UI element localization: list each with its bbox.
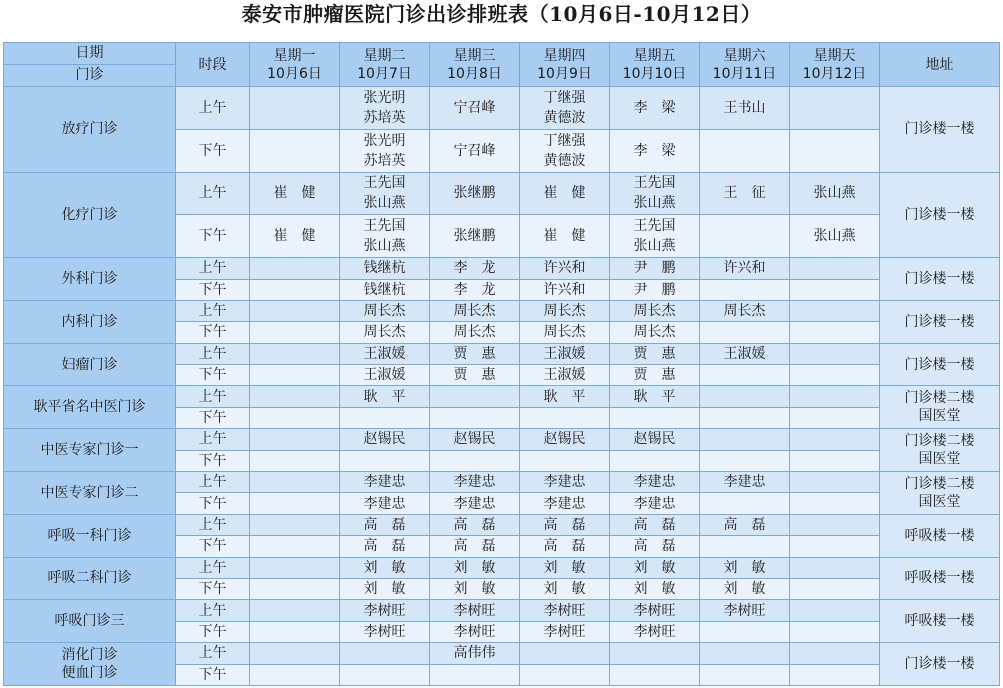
- doctor-cell: 王淑媛: [700, 343, 790, 364]
- table-row: [4, 600, 1000, 621]
- doctor-cell: [430, 407, 520, 428]
- doctor-cell: [250, 258, 340, 279]
- schedule-body: [4, 87, 1000, 686]
- header-day: [520, 43, 610, 87]
- time-slot: 上午: [176, 300, 250, 321]
- doctor-cell: 李建忠: [610, 493, 700, 514]
- doctor-cell: [790, 643, 880, 664]
- doctor-cell: 崔 健: [250, 215, 340, 258]
- doctor-cell: [610, 450, 700, 471]
- header-day: [790, 43, 880, 87]
- clinic-name: 外科门诊: [4, 258, 176, 301]
- doctor-cell: 李 龙: [430, 279, 520, 300]
- clinic-name: 呼吸门诊三: [4, 600, 176, 643]
- doctor-cell: 贾 惠: [430, 365, 520, 386]
- doctor-cell: [250, 450, 340, 471]
- doctor-cell: [250, 322, 340, 343]
- doctor-cell: 李建忠: [430, 493, 520, 514]
- doctor-cell: [790, 429, 880, 450]
- doctor-cell: [340, 643, 430, 664]
- table-row: [4, 343, 1000, 364]
- schedule-table: [3, 42, 1000, 686]
- doctor-cell: [430, 386, 520, 407]
- table-row: [4, 429, 1000, 450]
- time-slot: 上午: [176, 643, 250, 664]
- doctor-cell: [340, 450, 430, 471]
- doctor-cell: 高 磊: [700, 514, 790, 535]
- clinic-name: 呼吸二科门诊: [4, 557, 176, 600]
- doctor-cell: [250, 129, 340, 172]
- doctor-cell: [250, 343, 340, 364]
- table-row: [4, 172, 1000, 215]
- doctor-cell: 李树旺: [610, 621, 700, 642]
- clinic-name: 耿平省名中医门诊: [4, 386, 176, 429]
- doctor-cell: [790, 514, 880, 535]
- clinic-address: 门诊楼一楼: [880, 172, 1000, 258]
- doctor-cell: 李 龙: [430, 258, 520, 279]
- clinic-name: 呼吸一科门诊: [4, 514, 176, 557]
- doctor-cell: 赵锡民: [610, 429, 700, 450]
- doctor-cell: [700, 429, 790, 450]
- doctor-cell: [790, 407, 880, 428]
- doctor-cell: [700, 450, 790, 471]
- doctor-cell: [250, 493, 340, 514]
- doctor-cell: [250, 472, 340, 493]
- doctor-cell: [520, 407, 610, 428]
- doctor-cell: 周长杰: [520, 300, 610, 321]
- weekday: 星期五: [633, 47, 676, 64]
- doctor-cell: [790, 129, 880, 172]
- doctor-cell: 刘 敏: [340, 557, 430, 578]
- doctor-cell: 崔 健: [520, 172, 610, 215]
- time-slot: 上午: [176, 557, 250, 578]
- header-day: [610, 43, 700, 87]
- doctor-cell: 王先国 张山燕: [340, 215, 430, 258]
- doctor-cell: 王淑媛: [520, 343, 610, 364]
- doctor-cell: [250, 365, 340, 386]
- doctor-cell: 张光明 苏培英: [340, 129, 430, 172]
- time-slot: 下午: [176, 129, 250, 172]
- doctor-cell: [790, 365, 880, 386]
- table-row: [4, 472, 1000, 493]
- doctor-cell: [250, 536, 340, 557]
- doctor-cell: [340, 664, 430, 685]
- doctor-cell: [520, 643, 610, 664]
- doctor-cell: [790, 322, 880, 343]
- header-address: 地址: [880, 43, 1000, 87]
- doctor-cell: 李树旺: [610, 600, 700, 621]
- doctor-cell: [790, 664, 880, 685]
- doctor-cell: 刘 敏: [340, 578, 430, 599]
- doctor-cell: 高 磊: [430, 514, 520, 535]
- doctor-cell: 刘 敏: [700, 557, 790, 578]
- doctor-cell: 李树旺: [340, 600, 430, 621]
- time-slot: 下午: [176, 578, 250, 599]
- doctor-cell: [700, 621, 790, 642]
- doctor-cell: 张继鹏: [430, 172, 520, 215]
- doctor-cell: 赵锡民: [430, 429, 520, 450]
- time-slot: 下午: [176, 493, 250, 514]
- clinic-address: 门诊楼二楼 国医堂: [880, 429, 1000, 472]
- doctor-cell: [250, 621, 340, 642]
- doctor-cell: [790, 300, 880, 321]
- doctor-cell: 李树旺: [340, 621, 430, 642]
- doctor-cell: 张继鹏: [430, 215, 520, 258]
- doctor-cell: 李树旺: [520, 600, 610, 621]
- doctor-cell: [250, 664, 340, 685]
- doctor-cell: 刘 敏: [430, 557, 520, 578]
- doctor-cell: 张山燕: [790, 172, 880, 215]
- doctor-cell: 王先国 张山燕: [610, 172, 700, 215]
- clinic-name: 放疗门诊: [4, 87, 176, 173]
- doctor-cell: [430, 664, 520, 685]
- doctor-cell: 高 磊: [340, 536, 430, 557]
- time-slot: 下午: [176, 621, 250, 642]
- doctor-cell: 周长杰: [520, 322, 610, 343]
- time-slot: 下午: [176, 322, 250, 343]
- doctor-cell: 崔 健: [250, 172, 340, 215]
- doctor-cell: 周长杰: [700, 300, 790, 321]
- table-row: [4, 643, 1000, 664]
- doctor-cell: [250, 557, 340, 578]
- doctor-cell: 周长杰: [610, 300, 700, 321]
- doctor-cell: 周长杰: [340, 300, 430, 321]
- time-slot: 上午: [176, 258, 250, 279]
- doctor-cell: 刘 敏: [520, 578, 610, 599]
- doctor-cell: 刘 敏: [520, 557, 610, 578]
- clinic-name: 消化门诊 便血门诊: [4, 643, 176, 686]
- doctor-cell: 李建忠: [520, 472, 610, 493]
- doctor-cell: 李 梁: [610, 129, 700, 172]
- doctor-cell: 李建忠: [340, 493, 430, 514]
- doctor-cell: 李树旺: [520, 621, 610, 642]
- doctor-cell: 王先国 张山燕: [610, 215, 700, 258]
- clinic-address: 门诊楼一楼: [880, 643, 1000, 686]
- doctor-cell: 周长杰: [610, 322, 700, 343]
- weekday: 星期天: [813, 47, 856, 64]
- time-slot: 下午: [176, 664, 250, 685]
- doctor-cell: 贾 惠: [610, 343, 700, 364]
- doctor-cell: [700, 279, 790, 300]
- weekday: 星期二: [363, 47, 406, 64]
- time-slot: 上午: [176, 172, 250, 215]
- doctor-cell: 丁继强 黄德波: [520, 129, 610, 172]
- doctor-cell: 贾 惠: [430, 343, 520, 364]
- doctor-cell: 王书山: [700, 87, 790, 130]
- clinic-address: 门诊楼一楼: [880, 300, 1000, 343]
- doctor-cell: 李树旺: [700, 600, 790, 621]
- doctor-cell: 李建忠: [430, 472, 520, 493]
- clinic-name: 中医专家门诊一: [4, 429, 176, 472]
- doctor-cell: 尹 鹏: [610, 279, 700, 300]
- time-slot: 上午: [176, 87, 250, 130]
- doctor-cell: [790, 87, 880, 130]
- time-slot: 下午: [176, 536, 250, 557]
- time-slot: 上午: [176, 429, 250, 450]
- doctor-cell: [790, 578, 880, 599]
- clinic-address: 门诊楼一楼: [880, 258, 1000, 301]
- time-slot: 下午: [176, 279, 250, 300]
- time-slot: 下午: [176, 450, 250, 471]
- table-row: [4, 386, 1000, 407]
- doctor-cell: [700, 664, 790, 685]
- clinic-address: 呼吸楼一楼: [880, 514, 1000, 557]
- doctor-cell: [700, 215, 790, 258]
- doctor-cell: [700, 493, 790, 514]
- doctor-cell: 王 征: [700, 172, 790, 215]
- doctor-cell: 贾 惠: [610, 365, 700, 386]
- header-day: [250, 43, 340, 87]
- time-slot: 下午: [176, 407, 250, 428]
- doctor-cell: 宁召峰: [430, 87, 520, 130]
- doctor-cell: [430, 450, 520, 471]
- clinic-address: 门诊楼一楼: [880, 87, 1000, 173]
- doctor-cell: [790, 600, 880, 621]
- doctor-cell: [790, 279, 880, 300]
- weekday: 星期四: [543, 47, 586, 64]
- doctor-cell: [790, 343, 880, 364]
- doctor-cell: [250, 578, 340, 599]
- weekday: 星期六: [723, 47, 766, 64]
- clinic-name: 妇瘤门诊: [4, 343, 176, 386]
- doctor-cell: [790, 557, 880, 578]
- clinic-name: 中医专家门诊二: [4, 472, 176, 515]
- doctor-cell: [790, 450, 880, 471]
- doctor-cell: [610, 643, 700, 664]
- time-slot: 下午: [176, 365, 250, 386]
- doctor-cell: [700, 365, 790, 386]
- time-slot: 下午: [176, 215, 250, 258]
- doctor-cell: [250, 407, 340, 428]
- doctor-cell: 高 磊: [520, 536, 610, 557]
- doctor-cell: 许兴和: [700, 258, 790, 279]
- clinic-address: 呼吸楼一楼: [880, 557, 1000, 600]
- table-row: [4, 258, 1000, 279]
- doctor-cell: [610, 407, 700, 428]
- doctor-cell: 高伟伟: [430, 643, 520, 664]
- doctor-cell: 李建忠: [340, 472, 430, 493]
- doctor-cell: 高 磊: [340, 514, 430, 535]
- table-row: [4, 87, 1000, 130]
- doctor-cell: [790, 493, 880, 514]
- doctor-cell: [250, 386, 340, 407]
- doctor-cell: 李建忠: [610, 472, 700, 493]
- header-clinic-label: 门诊: [75, 67, 104, 83]
- doctor-cell: 耿 平: [610, 386, 700, 407]
- table-row: [4, 514, 1000, 535]
- day-date: 10月12日: [802, 65, 867, 82]
- doctor-cell: 高 磊: [610, 514, 700, 535]
- day-date: 10月7日: [357, 65, 412, 82]
- header-row: [4, 43, 1000, 87]
- weekday: 星期一: [273, 47, 316, 64]
- header-date-label: 日期: [4, 43, 175, 65]
- header-day: [430, 43, 520, 87]
- doctor-cell: [700, 386, 790, 407]
- doctor-cell: [250, 643, 340, 664]
- clinic-address: 门诊楼二楼 国医堂: [880, 472, 1000, 515]
- clinic-address: 呼吸楼一楼: [880, 600, 1000, 643]
- doctor-cell: [700, 643, 790, 664]
- doctor-cell: 尹 鹏: [610, 258, 700, 279]
- day-date: 10月6日: [267, 65, 322, 82]
- doctor-cell: 刘 敏: [700, 578, 790, 599]
- header-slot: 时段: [176, 43, 250, 87]
- doctor-cell: 李建忠: [520, 493, 610, 514]
- doctor-cell: 李 梁: [610, 87, 700, 130]
- doctor-cell: 王淑媛: [520, 365, 610, 386]
- doctor-cell: 周长杰: [430, 300, 520, 321]
- clinic-address: 门诊楼一楼: [880, 343, 1000, 386]
- doctor-cell: [700, 322, 790, 343]
- header-date-clinic-cell: [4, 43, 176, 87]
- doctor-cell: 王淑媛: [340, 343, 430, 364]
- doctor-cell: 耿 平: [520, 386, 610, 407]
- doctor-cell: [790, 386, 880, 407]
- doctor-cell: 刘 敏: [610, 557, 700, 578]
- doctor-cell: 张光明 苏培英: [340, 87, 430, 130]
- doctor-cell: 耿 平: [340, 386, 430, 407]
- doctor-cell: 李树旺: [430, 600, 520, 621]
- doctor-cell: 钱继杭: [340, 279, 430, 300]
- time-slot: 上午: [176, 472, 250, 493]
- clinic-address: 门诊楼二楼 国医堂: [880, 386, 1000, 429]
- doctor-cell: [250, 300, 340, 321]
- doctor-cell: [790, 621, 880, 642]
- doctor-cell: 高 磊: [430, 536, 520, 557]
- doctor-cell: 周长杰: [430, 322, 520, 343]
- day-date: 10月10日: [622, 65, 687, 82]
- day-date: 10月8日: [447, 65, 502, 82]
- doctor-cell: [250, 87, 340, 130]
- doctor-cell: [700, 407, 790, 428]
- doctor-cell: [610, 664, 700, 685]
- header-day: [700, 43, 790, 87]
- clinic-name: 内科门诊: [4, 300, 176, 343]
- doctor-cell: 高 磊: [520, 514, 610, 535]
- doctor-cell: [790, 536, 880, 557]
- doctor-cell: [700, 129, 790, 172]
- doctor-cell: 赵锡民: [520, 429, 610, 450]
- header-day: [340, 43, 430, 87]
- doctor-cell: [520, 450, 610, 471]
- page-title: 泰安市肿瘤医院门诊出诊排班表（10月6日-10月12日）: [241, 2, 762, 26]
- doctor-cell: [790, 472, 880, 493]
- doctor-cell: 高 磊: [610, 536, 700, 557]
- doctor-cell: 王淑媛: [340, 365, 430, 386]
- day-date: 10月9日: [537, 65, 592, 82]
- doctor-cell: 王先国 张山燕: [340, 172, 430, 215]
- doctor-cell: [340, 407, 430, 428]
- doctor-cell: 周长杰: [340, 322, 430, 343]
- doctor-cell: [700, 536, 790, 557]
- clinic-name: 化疗门诊: [4, 172, 176, 258]
- time-slot: 上午: [176, 514, 250, 535]
- doctor-cell: 刘 敏: [610, 578, 700, 599]
- doctor-cell: 许兴和: [520, 258, 610, 279]
- doctor-cell: 刘 敏: [430, 578, 520, 599]
- time-slot: 上午: [176, 386, 250, 407]
- table-row: [4, 300, 1000, 321]
- doctor-cell: 张山燕: [790, 215, 880, 258]
- doctor-cell: 李建忠: [700, 472, 790, 493]
- doctor-cell: [520, 664, 610, 685]
- doctor-cell: [790, 258, 880, 279]
- doctor-cell: [250, 514, 340, 535]
- doctor-cell: [250, 429, 340, 450]
- doctor-cell: [250, 279, 340, 300]
- day-date: 10月11日: [712, 65, 777, 82]
- table-row: [4, 557, 1000, 578]
- doctor-cell: 李树旺: [430, 621, 520, 642]
- doctor-cell: 赵锡民: [340, 429, 430, 450]
- doctor-cell: 崔 健: [520, 215, 610, 258]
- weekday: 星期三: [453, 47, 496, 64]
- doctor-cell: [250, 600, 340, 621]
- time-slot: 上午: [176, 600, 250, 621]
- doctor-cell: 许兴和: [520, 279, 610, 300]
- doctor-cell: 丁继强 黄德波: [520, 87, 610, 130]
- doctor-cell: 钱继杭: [340, 258, 430, 279]
- doctor-cell: 宁召峰: [430, 129, 520, 172]
- time-slot: 上午: [176, 343, 250, 364]
